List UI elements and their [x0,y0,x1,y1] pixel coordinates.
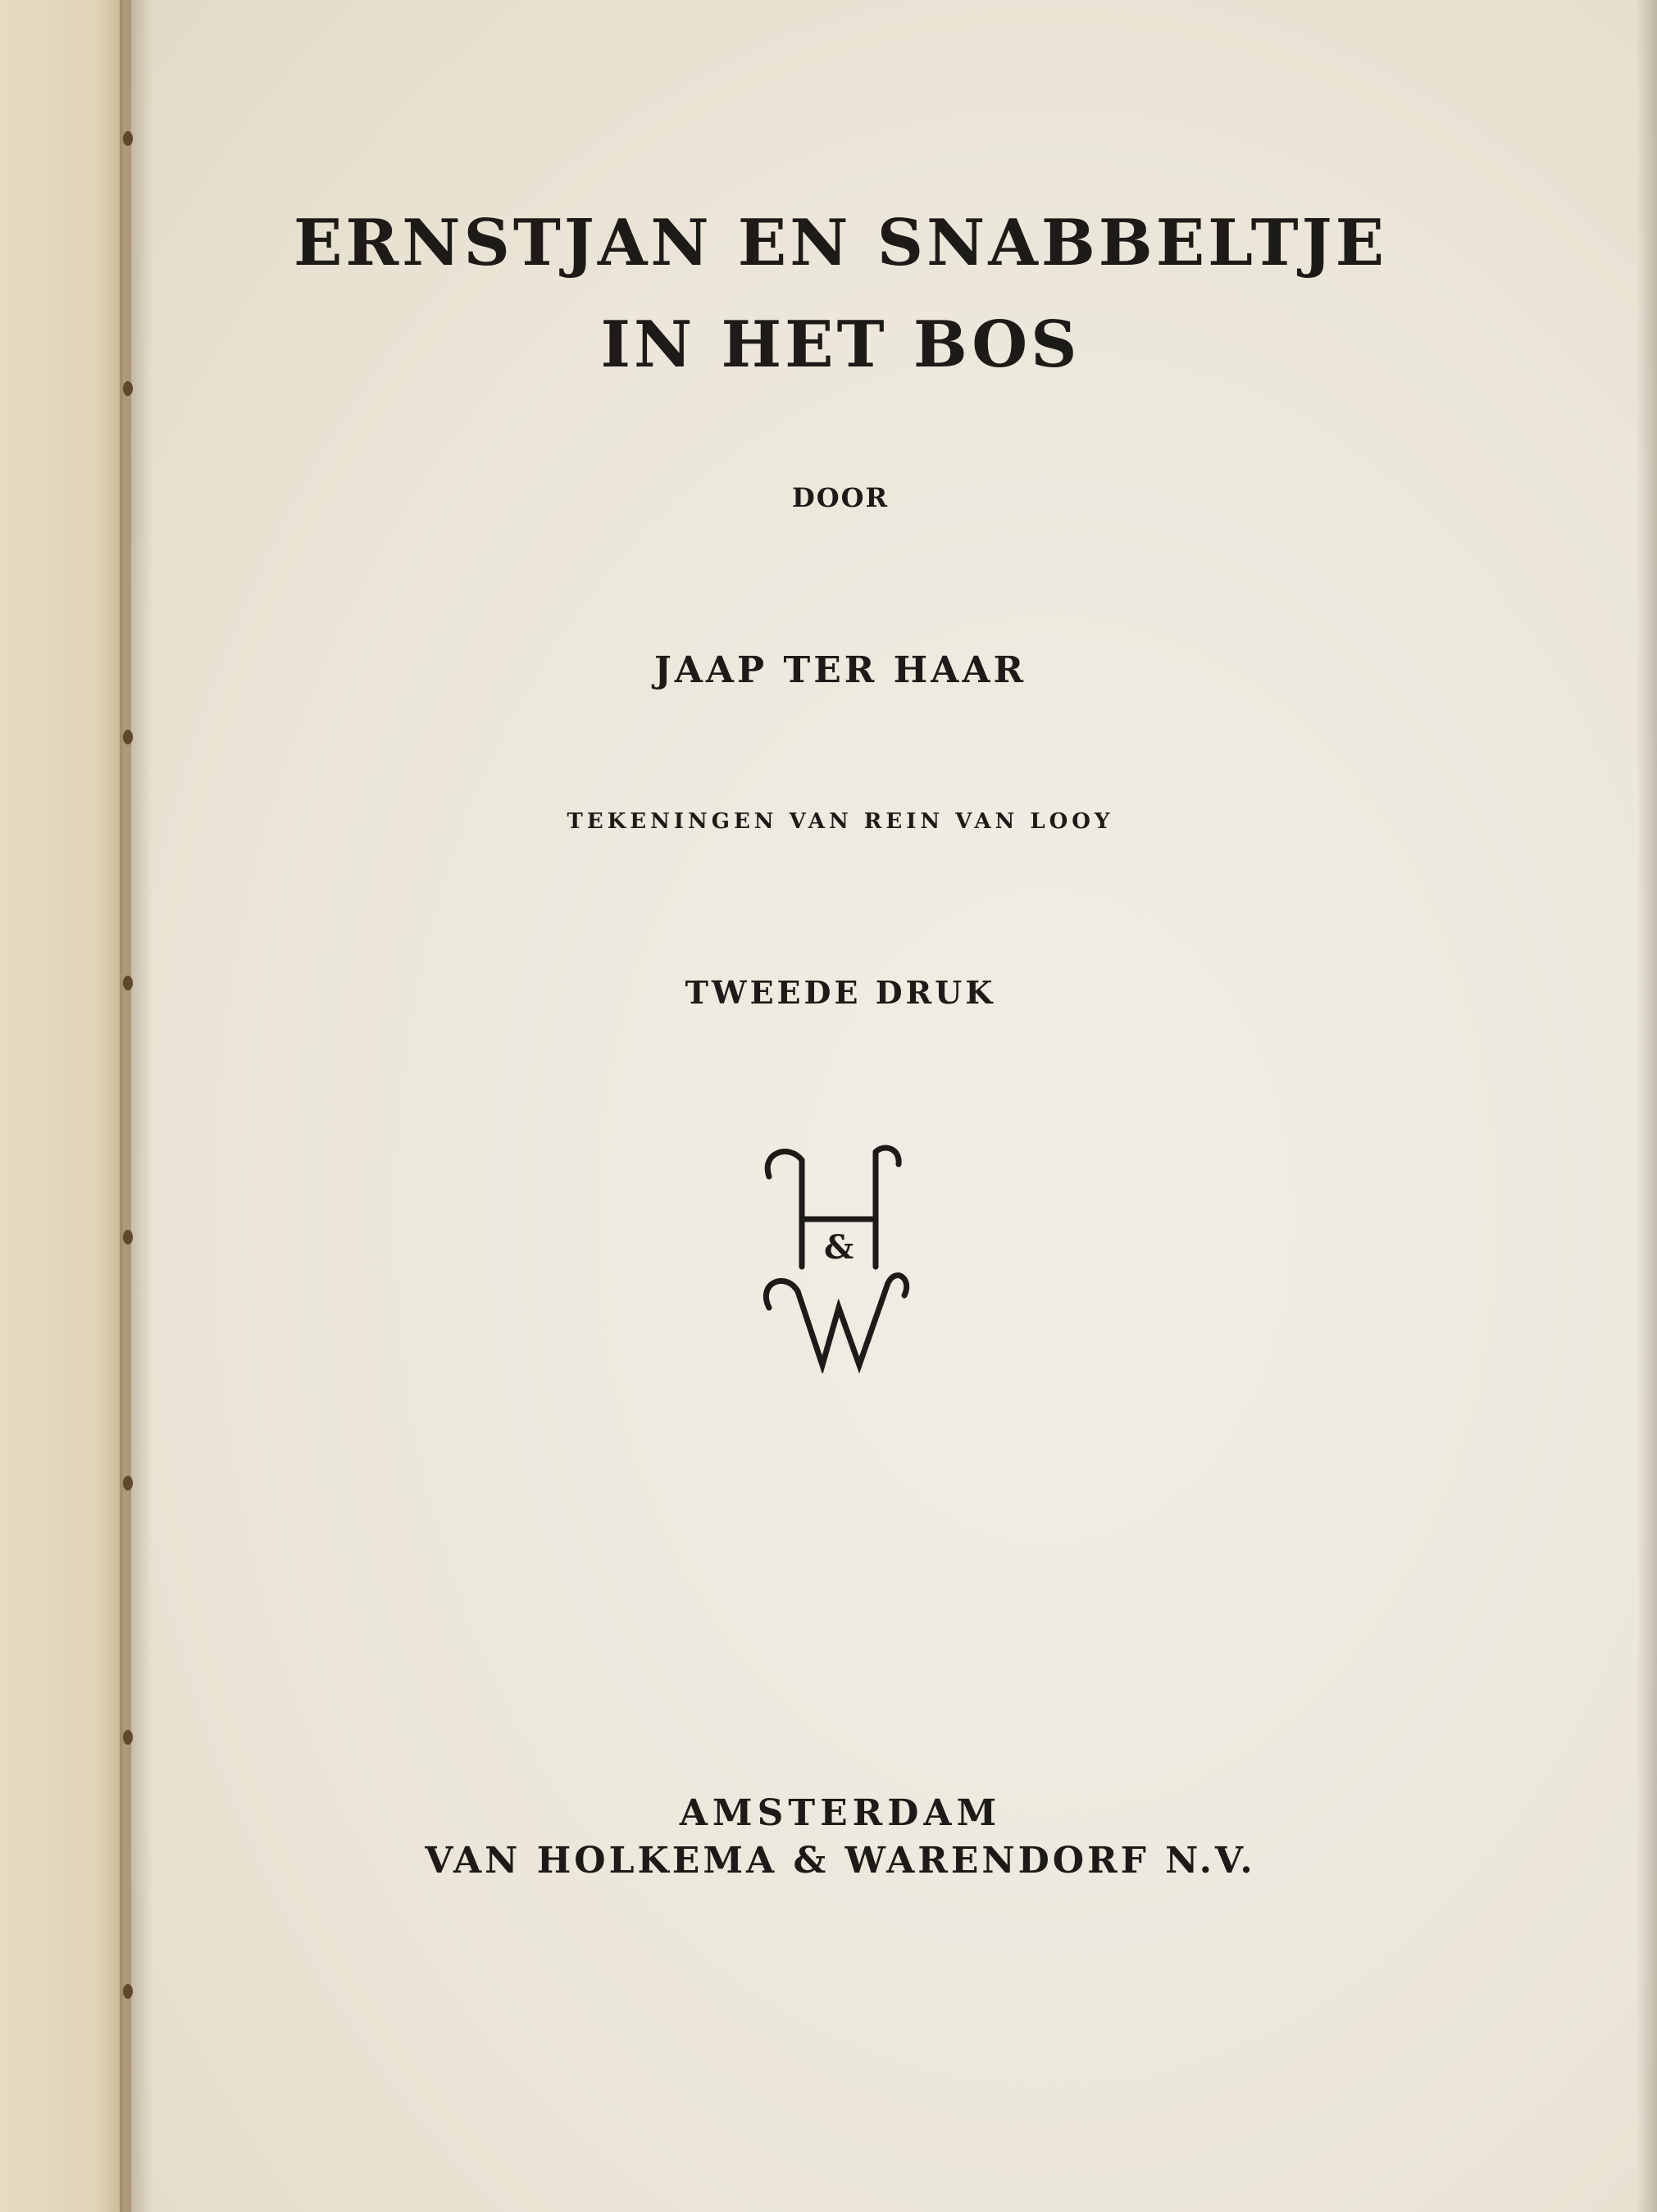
binding-stitch [123,1984,133,1999]
illustrator-credit: TEKENINGEN VAN REIN VAN LOOY [567,809,1114,834]
left-page-edge [0,0,123,2212]
binding-stitch [123,730,133,744]
publisher-monogram-logo [753,1144,917,1373]
author-name: JAAP TER HAAR [653,649,1027,691]
edition-label: TWEEDE DRUK [685,974,996,1011]
binding-stitch [123,1476,133,1491]
publisher-name: VAN HOLKEMA & WARENDORF N.V. [425,1840,1256,1882]
svg-text:&: & [823,1228,854,1267]
binding-stitch [123,1730,133,1745]
publisher-city: AMSTERDAM [679,1792,1002,1834]
book-title-line-2: IN HET BOS [600,307,1081,382]
binding-stitch [123,1230,133,1245]
by-label: DOOR [791,482,890,513]
binding-stitch [123,381,133,396]
right-page-edge [1636,0,1657,2212]
book-title-line-1: ERNSTJAN EN SNABBELTJE [293,206,1388,280]
binding-stitch [123,131,133,146]
